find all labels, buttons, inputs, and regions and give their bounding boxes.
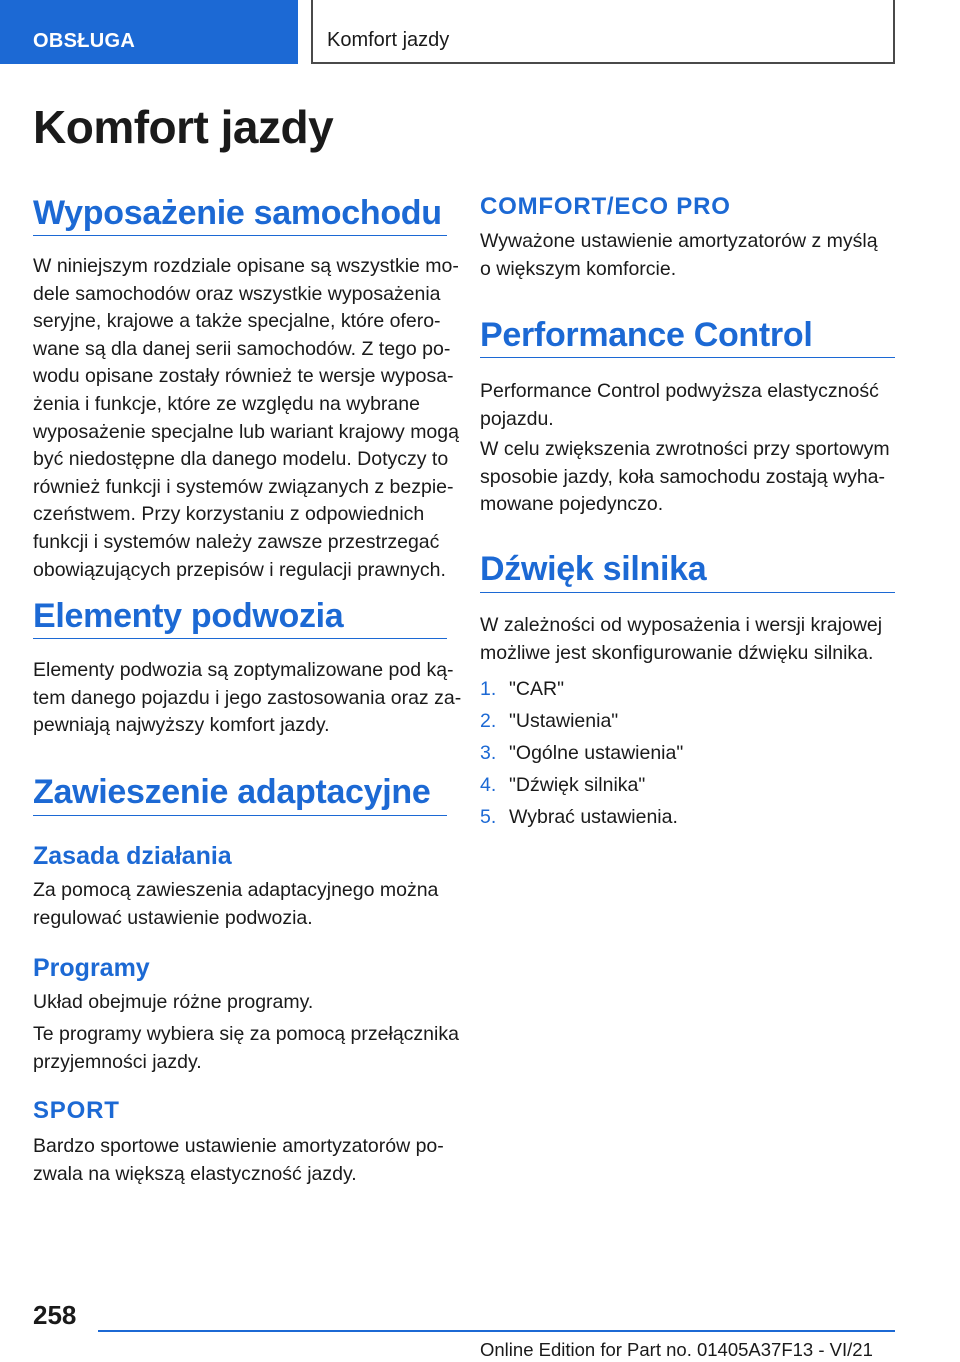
section-title: Komfort jazdy bbox=[311, 0, 895, 64]
paragraph-engine-sound bbox=[480, 612, 882, 667]
paragraph-chassis bbox=[33, 657, 461, 740]
heading-programs: Programy bbox=[33, 954, 150, 982]
text-line: Bardzo sportowe ustawienie amortyzatorów po‐ bbox=[33, 1135, 444, 1157]
text-line: funkcji i systemów należy zawsze przestrzegać bbox=[33, 530, 440, 553]
text-line: mowane pojedynczo. bbox=[480, 493, 664, 516]
step-text: "Ustawienia" bbox=[509, 710, 619, 732]
page-title: Komfort jazdy bbox=[33, 101, 334, 153]
heading-rule bbox=[480, 357, 895, 358]
text-line: regulować ustawienie podwozia. bbox=[33, 906, 313, 929]
text-line: możliwe jest skonfigurowanie dźwięku silnika. bbox=[480, 641, 874, 664]
heading-rule bbox=[33, 815, 447, 816]
step-text: "Ogólne ustawienia" bbox=[509, 742, 684, 764]
text-line: W celu zwiększenia zwrotności przy sportowym bbox=[480, 438, 890, 460]
text-line: W niniejszym rozdziale opisane są wszystkie mo‐ bbox=[33, 255, 459, 277]
heading-sport: SPORT bbox=[33, 1097, 120, 1124]
text-line: żenia i funkcje, które ze względu na wybrane bbox=[33, 392, 420, 415]
footer-rule bbox=[98, 1330, 895, 1332]
heading-chassis: Elementy podwozia bbox=[33, 597, 344, 635]
step-text: "Dźwięk silnika" bbox=[509, 774, 646, 796]
paragraph-principle bbox=[33, 877, 438, 932]
text-line: tem danego pojazdu i jego zastosowania oraz za‐ bbox=[33, 686, 462, 709]
text-line: czeństwem. Przy korzystaniu z odpowiednich bbox=[33, 503, 425, 526]
paragraph-programs-1 bbox=[33, 989, 313, 1017]
text-line: pojazdu. bbox=[480, 407, 554, 430]
paragraph-performance-2 bbox=[480, 436, 890, 519]
text-line: pewniają najwyższy komfort jazdy. bbox=[33, 714, 330, 737]
step-text: Wybrać ustawienia. bbox=[509, 806, 678, 828]
paragraph-performance-1 bbox=[480, 378, 879, 433]
heading-comfort-eco-pro: COMFORT/ECO PRO bbox=[480, 193, 731, 220]
text-line: W zależności od wyposażenia i wersji krajowej bbox=[480, 614, 883, 636]
text-line: Za pomocą zawieszenia adaptacyjnego można bbox=[33, 879, 439, 901]
heading-rule bbox=[480, 592, 895, 593]
text-line: Wyważone ustawienie amortyzatorów z myślą bbox=[480, 230, 878, 252]
text-line: o większym komforcie. bbox=[480, 257, 677, 280]
text-line: Elementy podwozia są zoptymalizowane pod ką‐ bbox=[33, 659, 454, 681]
heading-rule bbox=[33, 235, 447, 236]
text-line: seryjne, krajowe a także specjalne, które ofero‐ bbox=[33, 310, 441, 333]
paragraph-sport bbox=[33, 1133, 444, 1188]
heading-adaptive-suspension: Zawieszenie adaptacyjne bbox=[33, 773, 431, 811]
text-line: wodu opisane zostały również te wersje wyposa‐ bbox=[33, 365, 454, 388]
text-line: Performance Control podwyższa elastyczność bbox=[480, 380, 879, 402]
step-number: 5. bbox=[480, 806, 497, 828]
text-line: obowiązujących przepisów i regulacji prawnych. bbox=[33, 558, 446, 581]
heading-principle: Zasada działania bbox=[33, 842, 232, 870]
step-number: 1. bbox=[480, 678, 497, 700]
text-line: być niedostępne dla danego modelu. Dotyczy to bbox=[33, 448, 449, 471]
paragraph-programs-2 bbox=[33, 1021, 459, 1076]
page-number: 258 bbox=[33, 1300, 77, 1330]
text-line: sposobie jazdy, koła samochodu zostają wyha‐ bbox=[480, 465, 886, 488]
text-line: Te programy wybiera się za pomocą przełącznika bbox=[33, 1023, 459, 1045]
heading-rule bbox=[33, 638, 447, 639]
step-number: 2. bbox=[480, 710, 497, 732]
text-line: przyjemności jazdy. bbox=[33, 1050, 202, 1073]
step-text: "CAR" bbox=[509, 678, 565, 700]
step-number: 3. bbox=[480, 742, 497, 764]
text-line: Układ obejmuje różne programy. bbox=[33, 991, 314, 1013]
text-line: również funkcji i systemów związanych z bezpie‐ bbox=[33, 475, 454, 498]
text-line: wane są dla danej serii samochodów. Z tego po‐ bbox=[33, 337, 451, 360]
paragraph-comfort bbox=[480, 228, 878, 283]
edition-note: Online Edition for Part no. 01405A37F13 - VI/21 bbox=[480, 1339, 873, 1360]
text-line: dele samochodów oraz wszystkie wyposażenia bbox=[33, 282, 441, 305]
paragraph-equipment bbox=[33, 253, 459, 584]
steps-list bbox=[480, 678, 895, 838]
step-number: 4. bbox=[480, 774, 497, 796]
heading-engine-sound: Dźwięk silnika bbox=[480, 550, 707, 588]
heading-equipment: Wyposażenie samochodu bbox=[33, 194, 442, 232]
text-line: wyposażenie specjalne lub wariant krajowy mogą bbox=[33, 420, 459, 443]
section-tab: OBSŁUGA bbox=[0, 0, 298, 64]
heading-performance-control: Performance Control bbox=[480, 316, 813, 354]
text-line: zwala na większą elastyczność jazdy. bbox=[33, 1162, 357, 1185]
